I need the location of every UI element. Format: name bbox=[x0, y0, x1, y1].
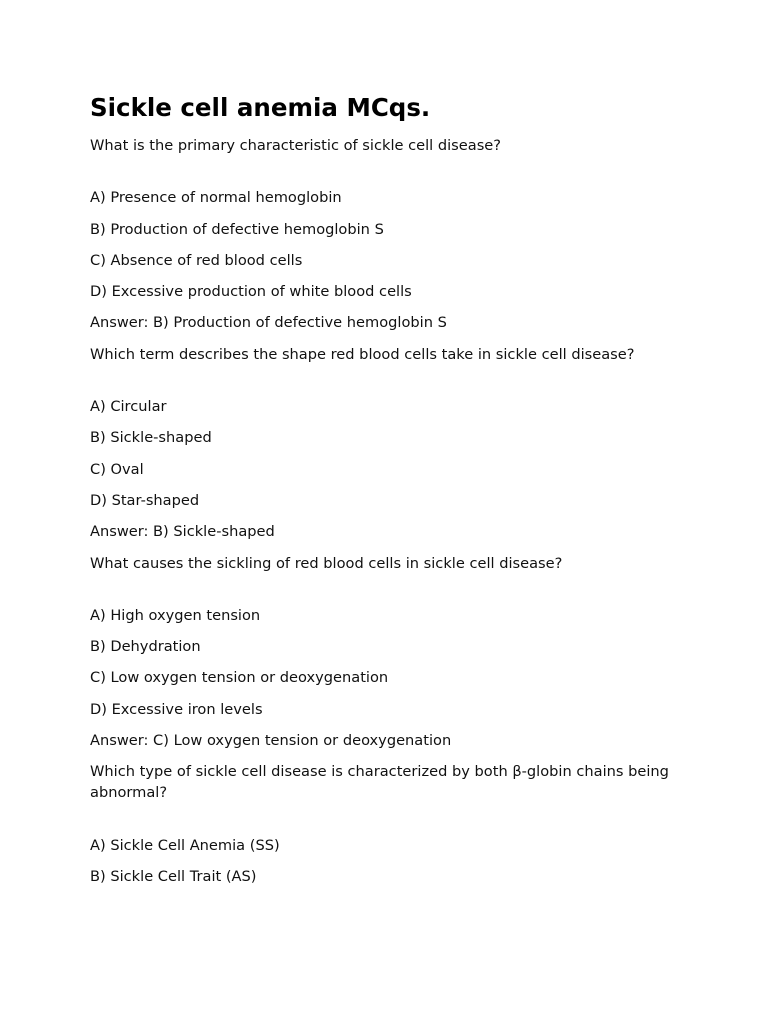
option-d: D) Excessive iron levels bbox=[90, 700, 263, 718]
option-b: B) Production of defective hemoglobin S bbox=[90, 220, 384, 238]
question-text: Which term describes the shape red blood cells take in sickle cell disease? bbox=[90, 345, 635, 363]
option-b: B) Dehydration bbox=[90, 638, 201, 656]
option-b: B) Sickle Cell Trait (AS) bbox=[90, 867, 257, 885]
option-c: C) Low oxygen tension or deoxygenation bbox=[90, 669, 389, 687]
option-b: B) Sickle-shaped bbox=[90, 429, 212, 447]
answer-text: Answer: B) Production of defective hemoglobin S bbox=[90, 314, 447, 332]
option-d: D) Star-shaped bbox=[90, 491, 200, 509]
question-block-3 bbox=[90, 553, 680, 751]
question-block-4 bbox=[90, 761, 680, 887]
option-a: A) Sickle Cell Anemia (SS) bbox=[90, 836, 280, 854]
option-a: A) Circular bbox=[90, 398, 167, 416]
option-c: C) Oval bbox=[90, 460, 144, 478]
option-a: A) High oxygen tension bbox=[90, 606, 261, 624]
question-block-1 bbox=[90, 135, 680, 333]
option-c: C) Absence of red blood cells bbox=[90, 251, 303, 269]
question-block-2 bbox=[90, 344, 680, 542]
option-d: D) Excessive production of white blood cells bbox=[90, 283, 412, 301]
answer-text: Answer: C) Low oxygen tension or deoxygenation bbox=[90, 732, 452, 750]
option-a: A) Presence of normal hemoglobin bbox=[90, 189, 342, 207]
answer-text: Answer: B) Sickle-shaped bbox=[90, 523, 275, 541]
page-title: Sickle cell anemia MCqs. bbox=[90, 93, 431, 122]
document-page bbox=[90, 91, 680, 897]
question-text: What causes the sickling of red blood cells in sickle cell disease? bbox=[90, 554, 563, 572]
question-text: What is the primary characteristic of sickle cell disease? bbox=[90, 137, 502, 154]
question-text: Which type of sickle cell disease is characterized by both β-globin chains being abnormal? bbox=[90, 763, 669, 802]
